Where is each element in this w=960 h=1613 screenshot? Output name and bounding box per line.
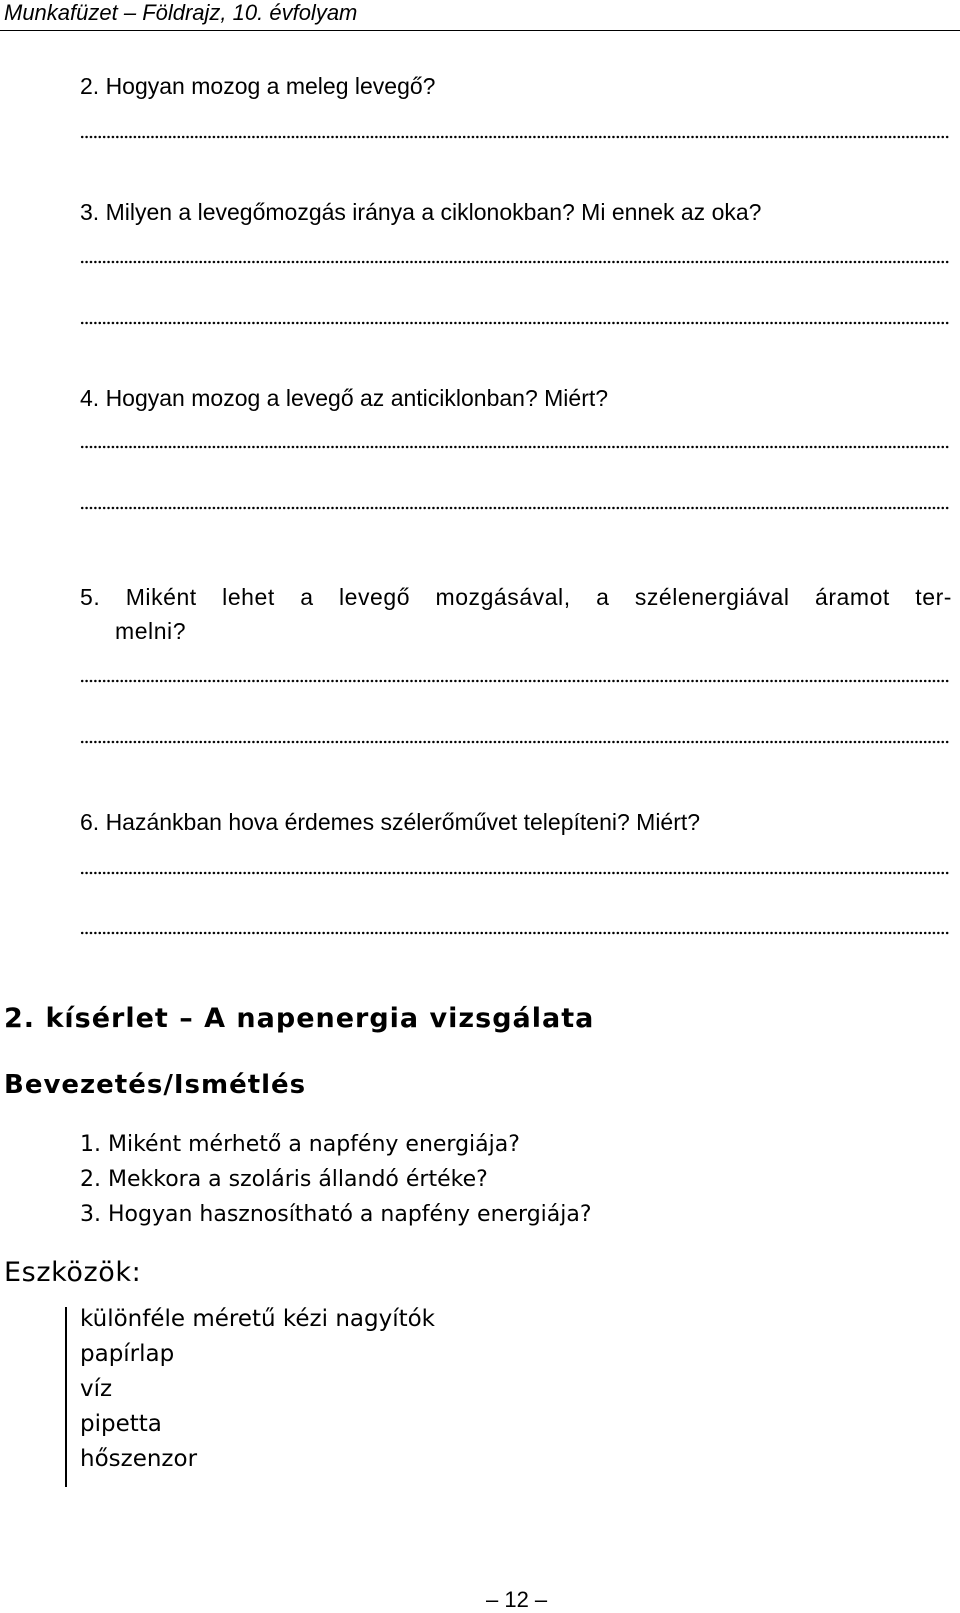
tools-divider-bar [65, 1307, 67, 1487]
question-3: 3. Milyen a levegőmozgás iránya a ciklonokban? Mi ennek az oka? [80, 199, 762, 225]
tools-list [80, 1302, 435, 1477]
question-5-line-1: 5. Miként lehet a levegő mozgásával, a szélenergiával áramot ter- [80, 584, 952, 610]
tool-item: különféle méretű kézi nagyítók [80, 1306, 435, 1332]
tools-label: Eszközök: [4, 1257, 142, 1288]
tool-item: víz [80, 1376, 113, 1402]
intro-question: 1. Miként mérhető a napfény energiája? [80, 1132, 520, 1157]
answer-line[interactable] [80, 679, 950, 683]
answer-line[interactable] [80, 740, 950, 744]
page-header [0, 0, 960, 31]
tool-item: hőszenzor [80, 1446, 198, 1472]
intro-heading: Bevezetés/Ismétlés [4, 1070, 307, 1100]
answer-line[interactable] [80, 931, 950, 935]
experiment-title: 2. kísérlet – A napenergia vizsgálata [4, 1003, 595, 1034]
answer-line[interactable] [80, 871, 950, 875]
tool-item: pipetta [80, 1411, 162, 1437]
answer-line[interactable] [80, 506, 950, 510]
question-2: 2. Hogyan mozog a meleg levegő? [80, 73, 436, 99]
question-4: 4. Hogyan mozog a levegő az anticiklonban? Miért? [80, 385, 609, 411]
answer-line[interactable] [80, 445, 950, 449]
tool-item: papírlap [80, 1341, 175, 1367]
intro-question: 3. Hogyan hasznosítható a napfény energiája? [80, 1202, 592, 1227]
answer-line[interactable] [80, 321, 950, 325]
intro-question: 2. Mekkora a szoláris állandó értéke? [80, 1167, 488, 1192]
question-6: 6. Hazánkban hova érdemes szélerőművet telepíteni? Miért? [80, 809, 701, 835]
answer-line[interactable] [80, 260, 950, 264]
intro-question-list [80, 1127, 592, 1232]
header-title: Munkafüzet – Földrajz, 10. évfolyam [4, 0, 358, 25]
page-number: – 12 – [486, 1587, 548, 1612]
answer-line[interactable] [80, 135, 950, 139]
question-5-line-2: melni? [115, 618, 187, 644]
